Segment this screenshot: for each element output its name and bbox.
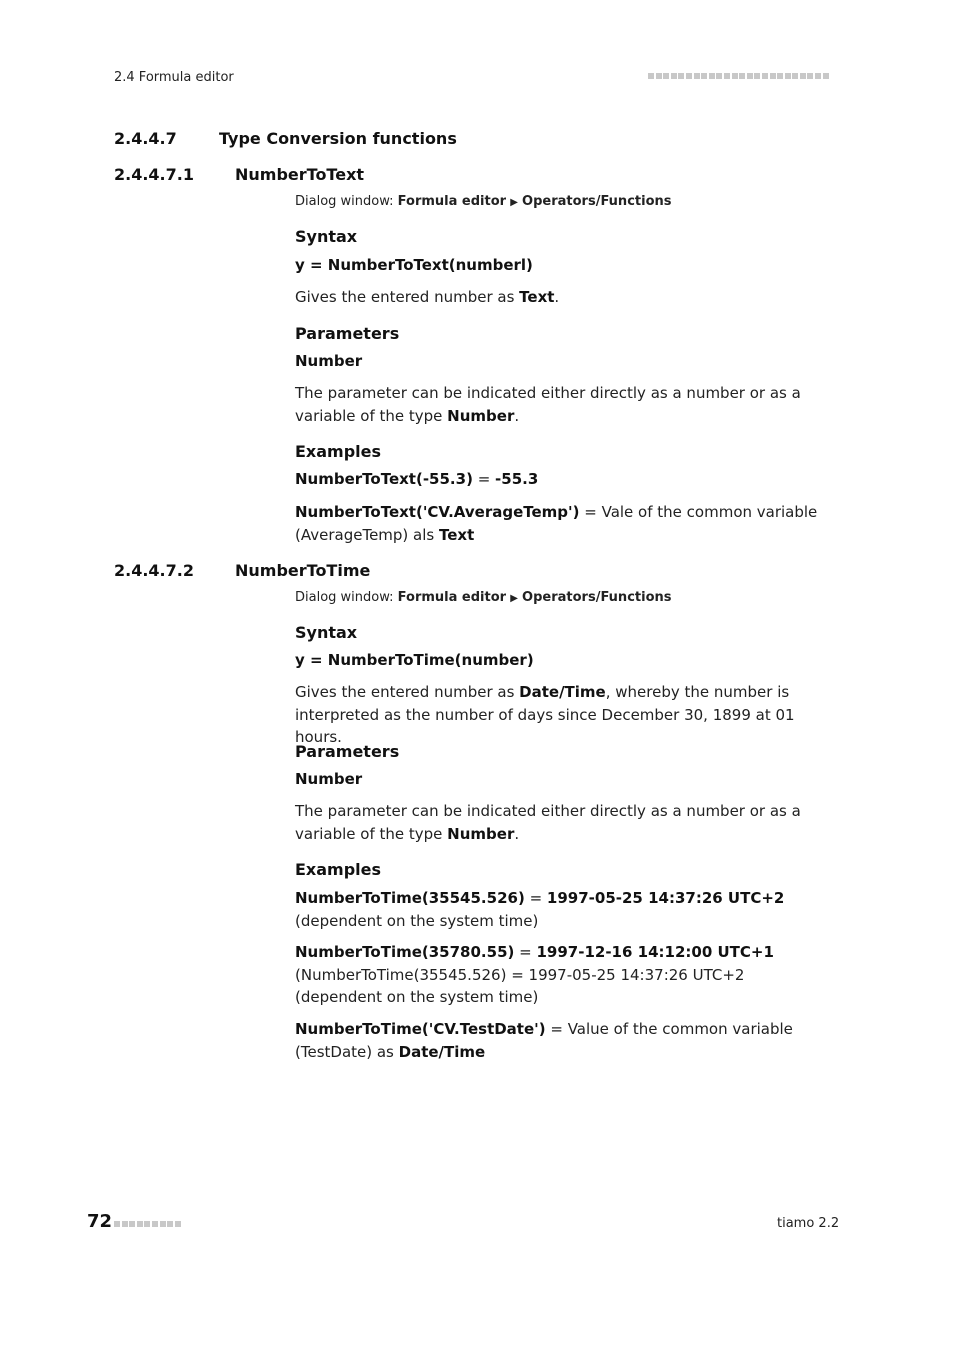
example-1 xyxy=(295,887,829,932)
dialog-path-numbertotext xyxy=(295,194,672,209)
decoration-square xyxy=(716,73,722,79)
parameter-description xyxy=(295,800,829,845)
section-title: Type Conversion functions xyxy=(219,129,457,148)
dialog-path-part2: Operators/Functions xyxy=(522,590,672,605)
triangle-right-icon: ▶ xyxy=(510,197,518,208)
example-note: (NumberToTime(35545.526) = 1997-05-25 14:37:26 UTC+2 (dependent on the system time) xyxy=(295,965,745,1006)
example-eq: = xyxy=(472,470,496,488)
decoration-square xyxy=(724,73,730,79)
example-expr: NumberToTime(35780.55) xyxy=(295,943,515,961)
section-number: 2.4.4.7 xyxy=(114,129,177,148)
decoration-square xyxy=(777,73,783,79)
page-number: 72 xyxy=(87,1211,113,1232)
example-result: -55.3 xyxy=(495,470,539,488)
decoration-square xyxy=(129,1221,135,1227)
decoration-square xyxy=(122,1221,128,1227)
parameter-name: Number xyxy=(295,352,363,370)
example-2 xyxy=(295,501,829,546)
decoration-square xyxy=(114,1221,120,1227)
decoration-square xyxy=(815,73,821,79)
desc-bold: Text xyxy=(519,288,555,306)
decoration-square xyxy=(152,1221,158,1227)
decoration-square xyxy=(785,73,791,79)
example-text: = Vale of the common variable (AverageTemp) als xyxy=(295,503,818,544)
desc-text: Gives the entered number as xyxy=(295,683,520,701)
decoration-square xyxy=(137,1221,143,1227)
decoration-square xyxy=(694,73,700,79)
decoration-square xyxy=(701,73,707,79)
triangle-right-icon: ▶ xyxy=(510,593,518,604)
example-eq: = xyxy=(524,889,547,907)
example-result: 1997-05-25 14:37:26 UTC+2 xyxy=(546,889,785,907)
decoration-square xyxy=(160,1221,166,1227)
decoration-square xyxy=(732,73,738,79)
decoration-square xyxy=(709,73,715,79)
decoration-square xyxy=(792,73,798,79)
example-expr: NumberToText('CV.AverageTemp') xyxy=(295,503,580,521)
syntax-expression: y = NumberToTime(number) xyxy=(295,651,534,669)
dialog-path-part1: Formula editor xyxy=(397,590,507,605)
header-decoration xyxy=(648,73,829,81)
example-result: Text xyxy=(439,525,475,544)
decoration-square xyxy=(770,73,776,79)
dialog-path-part2: Operators/Functions xyxy=(522,194,672,209)
desc-text: Gives the entered number as xyxy=(295,288,520,306)
parameter-name: Number xyxy=(295,770,363,788)
example-note: (dependent on the system time) xyxy=(295,911,539,930)
subsection-title-numbertotext: NumberToText xyxy=(235,165,365,184)
running-header-section: 2.4 Formula editor xyxy=(114,70,234,85)
decoration-square xyxy=(739,73,745,79)
decoration-square xyxy=(671,73,677,79)
example-eq: = xyxy=(514,943,537,961)
decoration-square xyxy=(678,73,684,79)
param-desc-bold: Number xyxy=(447,824,515,843)
dialog-path-part1: Formula editor xyxy=(397,194,507,209)
decoration-square xyxy=(656,73,662,79)
syntax-block-numbertotext xyxy=(295,226,829,249)
dialog-prefix: Dialog window: xyxy=(295,194,398,209)
decoration-square xyxy=(686,73,692,79)
parameter-description xyxy=(295,382,829,427)
example-2 xyxy=(295,941,829,1009)
subsection-title-numbertotime: NumberToTime xyxy=(235,561,371,580)
decoration-square xyxy=(167,1221,173,1227)
dialog-prefix: Dialog window: xyxy=(295,590,398,605)
example-result: 1997-12-16 14:12:00 UTC+1 xyxy=(536,943,774,961)
desc-bold: Date/Time xyxy=(519,683,606,701)
subsection-number-numbertotime: 2.4.4.7.2 xyxy=(114,561,194,580)
decoration-square xyxy=(762,73,768,79)
param-desc-end: . xyxy=(514,824,520,843)
example-result: Date/Time xyxy=(398,1042,486,1061)
footer-decoration xyxy=(114,1221,181,1227)
decoration-square xyxy=(175,1221,181,1227)
description-numbertotime xyxy=(295,681,829,749)
param-desc-end: . xyxy=(514,406,520,425)
example-3 xyxy=(295,1018,829,1063)
decoration-square xyxy=(800,73,806,79)
subsection-number-numbertotext: 2.4.4.7.1 xyxy=(114,165,194,184)
decoration-square xyxy=(144,1221,150,1227)
examples-heading: Examples xyxy=(295,442,382,461)
parameters-heading: Parameters xyxy=(295,324,400,343)
syntax-heading: Syntax xyxy=(295,623,358,642)
example-text: = Value of the common variable (TestDate) as xyxy=(295,1020,793,1061)
param-desc-text: The parameter can be indicated either directly as a number or as a variable of the type xyxy=(295,384,801,425)
decoration-square xyxy=(648,73,654,79)
syntax-heading: Syntax xyxy=(295,227,358,246)
decoration-square xyxy=(807,73,813,79)
decoration-square xyxy=(747,73,753,79)
param-desc-bold: Number xyxy=(447,406,515,425)
example-expr: NumberToTime('CV.TestDate') xyxy=(295,1020,546,1038)
desc-end: , whereby the number is interpreted as the number of days since December 30, 1899 at 01 hours. xyxy=(295,683,795,746)
example-expr: NumberToTime(35545.526) xyxy=(295,889,525,907)
dialog-path-numbertotime xyxy=(295,590,672,605)
syntax-expression: y = NumberToText(numberl) xyxy=(295,256,533,274)
description-numbertotext xyxy=(295,286,829,309)
decoration-square xyxy=(663,73,669,79)
example-1 xyxy=(295,468,829,491)
param-desc-text: The parameter can be indicated either directly as a number or as a variable of the type xyxy=(295,802,801,843)
footer-product: tiamo 2.2 xyxy=(777,1216,840,1231)
decoration-square xyxy=(823,73,829,79)
decoration-square xyxy=(754,73,760,79)
desc-end: . xyxy=(554,288,560,306)
parameters-heading: Parameters xyxy=(295,742,400,761)
example-expr: NumberToText(-55.3) xyxy=(295,470,473,488)
examples-heading: Examples xyxy=(295,860,382,879)
